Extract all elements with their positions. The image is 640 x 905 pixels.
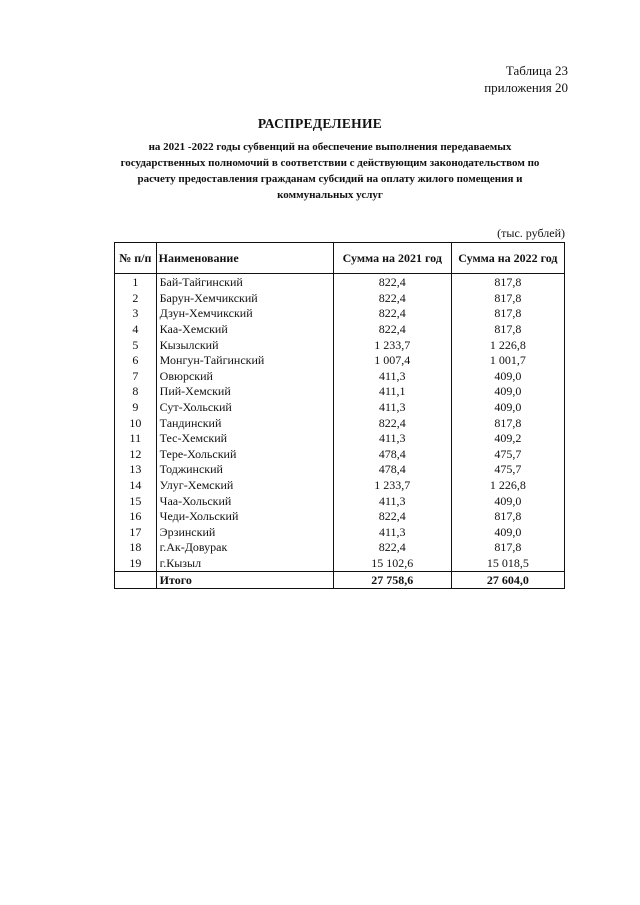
row-name: Дзун-Хемчикский (156, 306, 333, 322)
row-number: 4 (115, 322, 157, 338)
row-sum-2022: 817,8 (451, 274, 564, 291)
document-subtitle (110, 139, 550, 203)
row-sum-2021: 411,3 (333, 369, 451, 385)
row-sum-2021: 822,4 (333, 274, 451, 291)
row-sum-2021: 478,4 (333, 447, 451, 463)
row-name: Улуг-Хемский (156, 478, 333, 494)
document-title: РАСПРЕДЕЛЕНИЕ (257, 116, 383, 131)
row-sum-2022: 475,7 (451, 447, 564, 463)
row-name: Эрзинский (156, 525, 333, 541)
subtitle-line: государственных полномочий в соответствии с действующим законодательством по (120, 157, 540, 169)
row-sum-2021: 411,3 (333, 525, 451, 541)
row-sum-2021: 411,3 (333, 493, 451, 509)
row-sum-2021: 822,4 (333, 291, 451, 307)
row-sum-2021: 411,3 (333, 431, 451, 447)
row-number: 18 (115, 540, 157, 556)
table-header-row (115, 243, 565, 274)
row-name: Каа-Хемский (156, 322, 333, 338)
row-sum-2022: 475,7 (451, 462, 564, 478)
row-number: 6 (115, 353, 157, 369)
table-body (115, 274, 565, 589)
table-total-row (115, 572, 565, 589)
row-name: Кызылский (156, 337, 333, 353)
row-name: Овюрский (156, 369, 333, 385)
table-row (115, 431, 565, 447)
row-sum-2022: 817,8 (451, 415, 564, 431)
table-row (115, 384, 565, 400)
column-header-name: Наименование (156, 243, 333, 274)
table-row (115, 509, 565, 525)
row-number: 19 (115, 556, 157, 572)
table-number: Таблица 23 (505, 63, 568, 78)
table-row (115, 274, 565, 291)
row-sum-2021: 1 007,4 (333, 353, 451, 369)
table-row (115, 291, 565, 307)
units-label: (тыс. рублей) (497, 226, 565, 240)
row-name: Сут-Хольский (156, 400, 333, 416)
row-sum-2022: 817,8 (451, 306, 564, 322)
row-sum-2022: 817,8 (451, 540, 564, 556)
row-number: 16 (115, 509, 157, 525)
row-name: Тес-Хемский (156, 431, 333, 447)
row-number: 17 (115, 525, 157, 541)
subtitle-line: на 2021 -2022 годы субвенций на обеспечение выполнения передаваемых (148, 141, 512, 153)
row-number: 14 (115, 478, 157, 494)
column-header-2021: Сумма на 2021 год (333, 243, 451, 274)
row-sum-2022: 409,0 (451, 369, 564, 385)
row-sum-2022: 15 018,5 (451, 556, 564, 572)
row-sum-2021: 411,1 (333, 384, 451, 400)
row-number: 15 (115, 493, 157, 509)
table-row (115, 540, 565, 556)
row-sum-2022: 817,8 (451, 322, 564, 338)
row-sum-2022: 1 226,8 (451, 478, 564, 494)
row-sum-2022: 409,0 (451, 525, 564, 541)
table-row (115, 478, 565, 494)
column-header-number: № п/п (115, 243, 157, 274)
row-sum-2021: 822,4 (333, 415, 451, 431)
row-name: Пий-Хемский (156, 384, 333, 400)
row-sum-2021: 478,4 (333, 462, 451, 478)
total-sum-2021: 27 758,6 (333, 572, 451, 589)
row-sum-2021: 822,4 (333, 322, 451, 338)
row-number: 7 (115, 369, 157, 385)
row-number: 1 (115, 274, 157, 291)
total-sum-2022: 27 604,0 (451, 572, 564, 589)
table-reference (484, 62, 568, 96)
table-row (115, 322, 565, 338)
table-row (115, 400, 565, 416)
row-number: 12 (115, 447, 157, 463)
row-sum-2022: 409,2 (451, 431, 564, 447)
table-row (115, 415, 565, 431)
table-row (115, 462, 565, 478)
table-row (115, 525, 565, 541)
column-header-2022: Сумма на 2022 год (451, 243, 564, 274)
appendix-number: приложения 20 (484, 80, 568, 95)
row-number: 2 (115, 291, 157, 307)
row-sum-2021: 1 233,7 (333, 478, 451, 494)
table-row (115, 556, 565, 572)
row-name: Чеди-Хольский (156, 509, 333, 525)
row-name: Тере-Хольский (156, 447, 333, 463)
row-sum-2022: 1 226,8 (451, 337, 564, 353)
row-sum-2021: 15 102,6 (333, 556, 451, 572)
row-name: Барун-Хемчикский (156, 291, 333, 307)
row-number: 13 (115, 462, 157, 478)
row-number: 11 (115, 431, 157, 447)
row-sum-2021: 822,4 (333, 540, 451, 556)
row-name: Чаа-Хольский (156, 493, 333, 509)
row-sum-2022: 409,0 (451, 400, 564, 416)
table-row (115, 369, 565, 385)
row-name: г.Ак-Довурак (156, 540, 333, 556)
total-number (115, 572, 157, 589)
table-row (115, 306, 565, 322)
row-name: Тоджинский (156, 462, 333, 478)
row-name: Бай-Тайгинский (156, 274, 333, 291)
subtitle-line: коммунальных услуг (277, 189, 383, 201)
row-sum-2022: 409,0 (451, 493, 564, 509)
row-name: Тандинский (156, 415, 333, 431)
subtitle-line: расчету предоставления гражданам субсидий на оплату жилого помещения и (137, 173, 523, 185)
row-sum-2021: 1 233,7 (333, 337, 451, 353)
table-row (115, 447, 565, 463)
row-number: 8 (115, 384, 157, 400)
row-sum-2022: 817,8 (451, 509, 564, 525)
row-sum-2022: 1 001,7 (451, 353, 564, 369)
row-name: г.Кызыл (156, 556, 333, 572)
row-sum-2022: 409,0 (451, 384, 564, 400)
row-sum-2022: 817,8 (451, 291, 564, 307)
table-row (115, 493, 565, 509)
row-number: 10 (115, 415, 157, 431)
total-label: Итого (156, 572, 333, 589)
row-number: 9 (115, 400, 157, 416)
table-row (115, 337, 565, 353)
distribution-table (114, 242, 565, 589)
row-number: 3 (115, 306, 157, 322)
row-sum-2021: 411,3 (333, 400, 451, 416)
row-sum-2021: 822,4 (333, 509, 451, 525)
table-row (115, 353, 565, 369)
row-name: Монгун-Тайгинский (156, 353, 333, 369)
row-sum-2021: 822,4 (333, 306, 451, 322)
row-number: 5 (115, 337, 157, 353)
